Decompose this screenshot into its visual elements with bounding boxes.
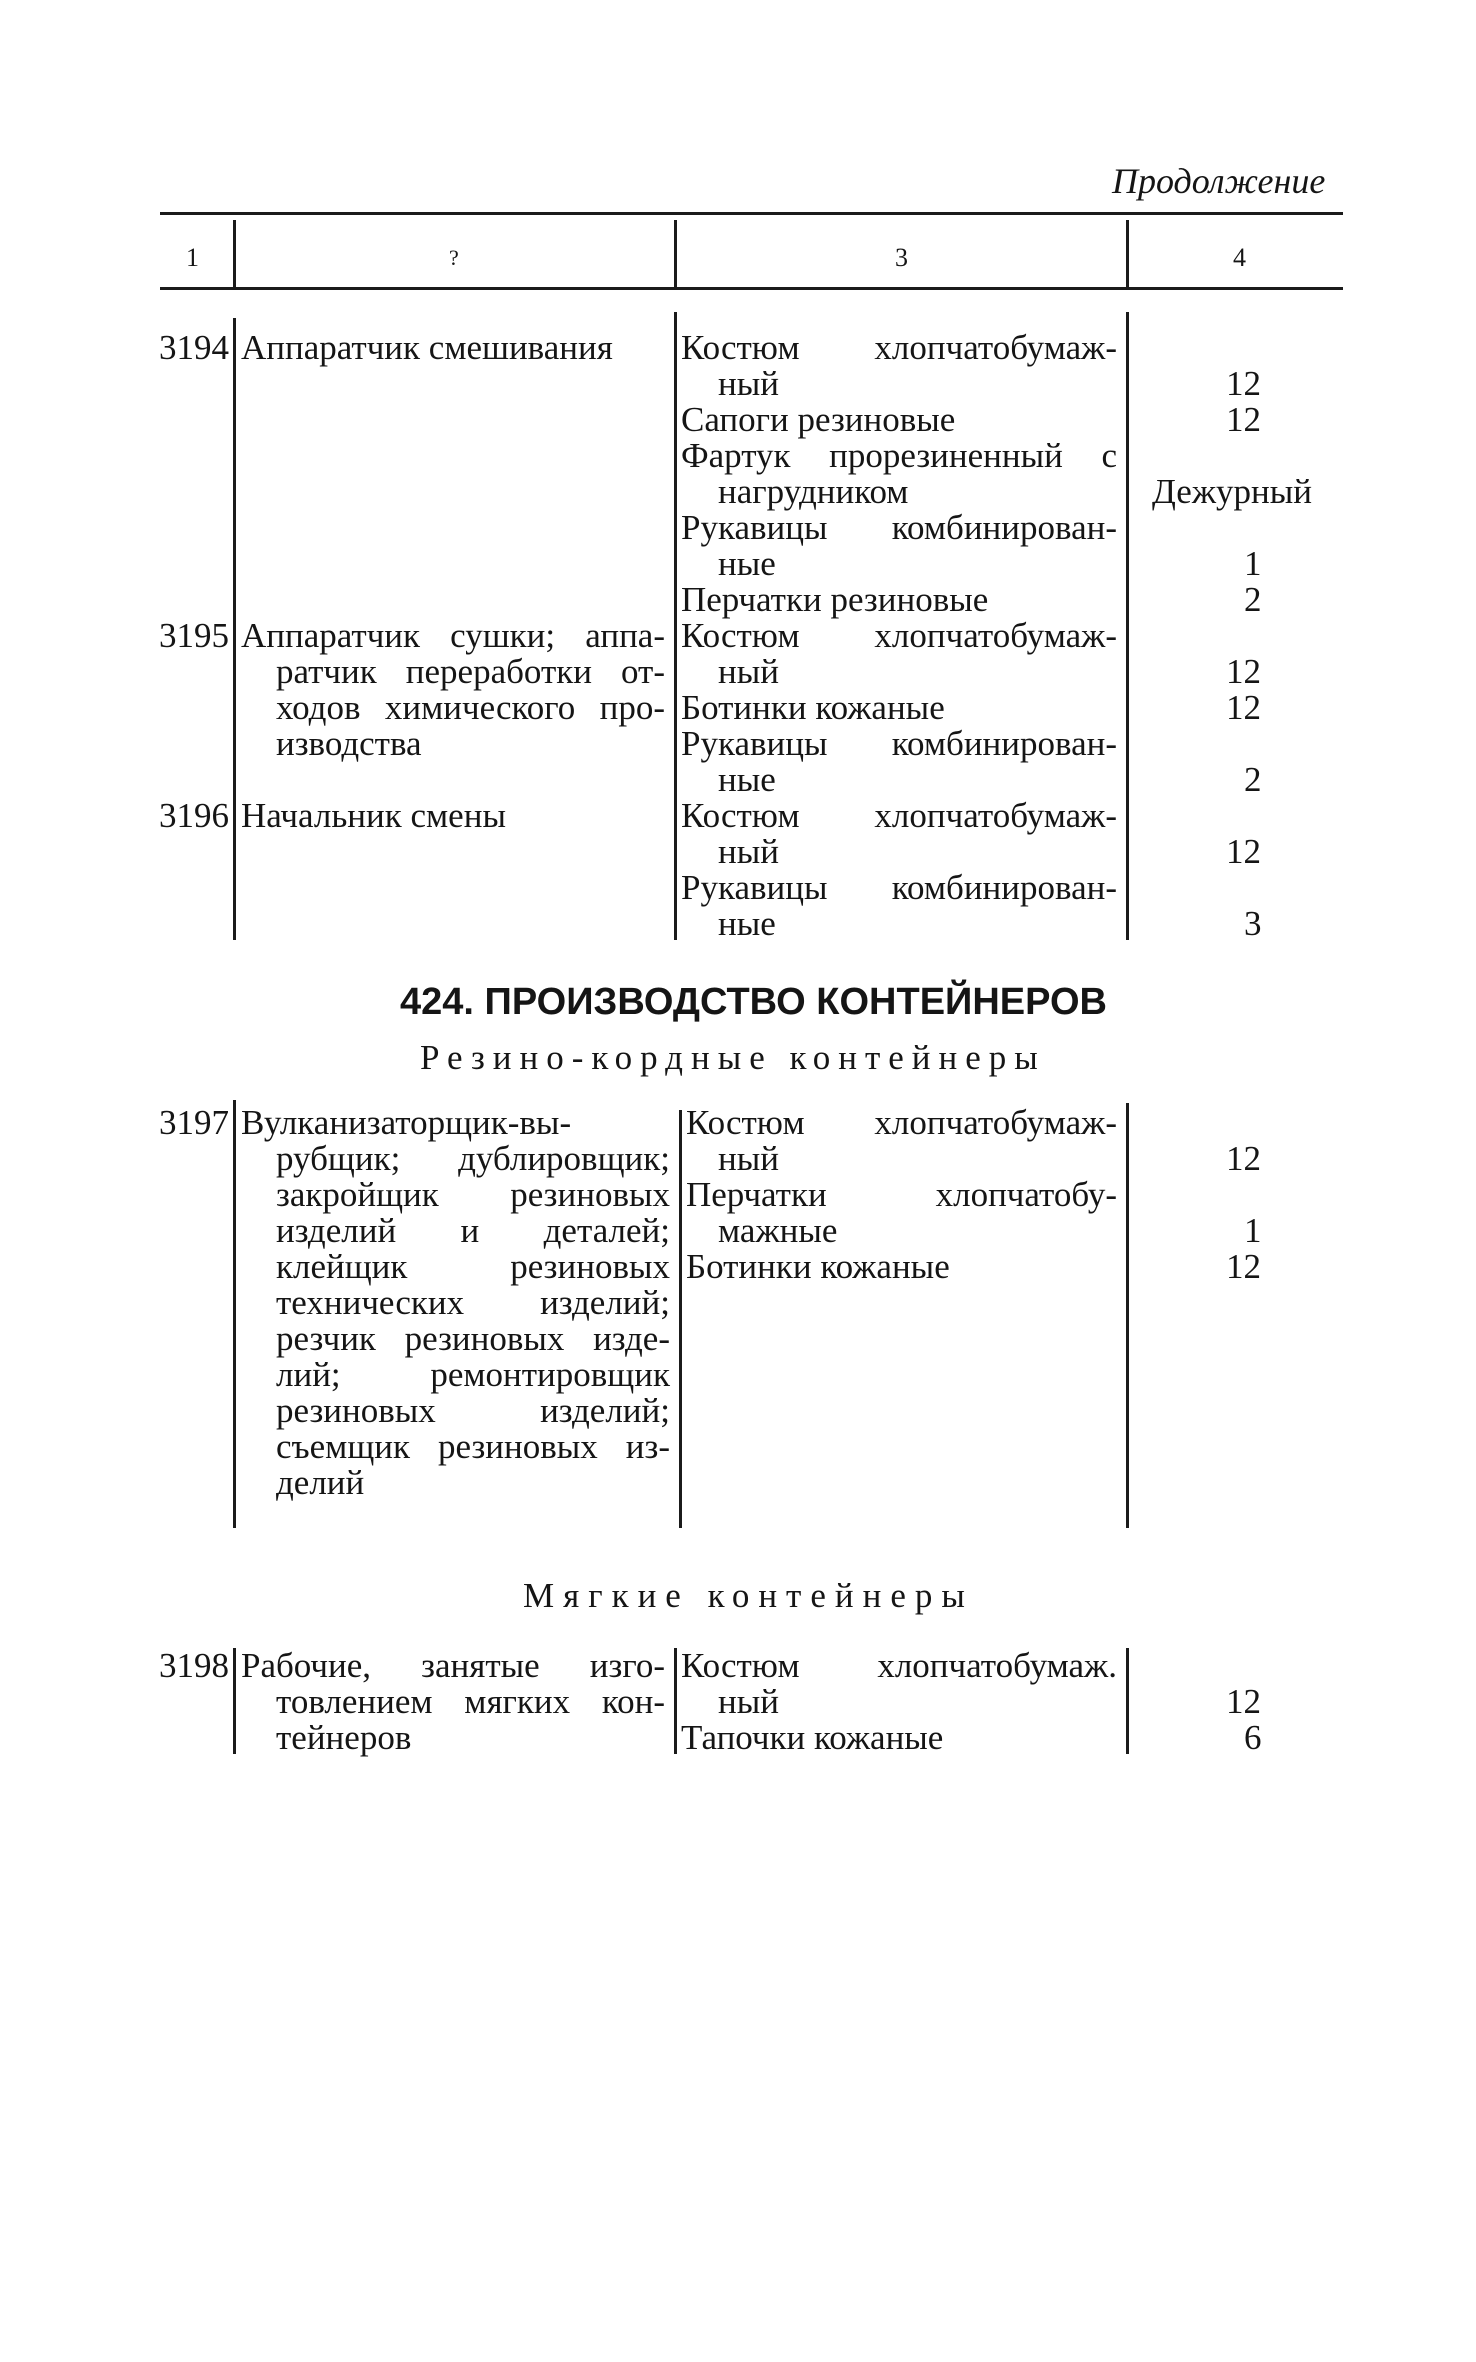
row-code: 3198 <box>159 1646 229 1685</box>
item-quantity: 12 <box>1226 832 1261 871</box>
table1-divider-3 <box>1126 312 1129 940</box>
item-line: Тапочки кожаные <box>681 1718 944 1757</box>
item-line: Костюм хлопчатобумаж- <box>686 1103 1117 1142</box>
table3-divider-2 <box>674 1648 677 1754</box>
profession-line: Аппаратчик смешивания <box>241 328 613 367</box>
item-line: ный <box>718 1682 779 1721</box>
table-top-rule <box>160 212 1343 215</box>
header-bottom-rule <box>160 287 1300 290</box>
profession-line: резчик резиновых изде- <box>276 1319 670 1358</box>
profession-line: ходов химического про- <box>276 688 665 727</box>
item-line: Рукавицы комбинирован- <box>681 508 1117 547</box>
column-header-1: 1 <box>186 243 199 272</box>
item-line: ный <box>718 1139 779 1178</box>
table3-divider-3 <box>1126 1648 1129 1754</box>
item-line: Перчатки хлопчатобу- <box>686 1175 1117 1214</box>
table2-divider-1 <box>233 1100 236 1528</box>
item-quantity: 2 <box>1244 580 1262 619</box>
item-quantity: 12 <box>1226 652 1261 691</box>
item-quantity: 1 <box>1244 544 1262 583</box>
profession-line: Аппаратчик сушки; аппа- <box>241 616 665 655</box>
header-divider-1 <box>233 220 236 288</box>
item-quantity: 12 <box>1226 364 1261 403</box>
column-header-2: ? <box>449 245 459 270</box>
item-quantity: 1 <box>1244 1211 1262 1250</box>
item-quantity: 12 <box>1226 1139 1261 1178</box>
column-header-3: 3 <box>895 243 908 272</box>
profession-line: рубщик; дублировщик; <box>276 1139 670 1178</box>
profession-line: резиновых изделий; <box>276 1391 670 1430</box>
item-line: Рукавицы комбинирован- <box>681 868 1117 907</box>
item-line: Сапоги резиновые <box>681 400 956 439</box>
profession-line: технических изделий; <box>276 1283 670 1322</box>
profession-line: ратчик переработки от- <box>276 652 665 691</box>
item-quantity: 12 <box>1226 400 1261 439</box>
item-quantity: 6 <box>1244 1718 1262 1757</box>
item-line: ные <box>718 544 776 583</box>
item-quantity: Дежурный <box>1152 472 1312 511</box>
item-line: Ботинки кожаные <box>686 1247 950 1286</box>
item-line: мажные <box>718 1211 838 1250</box>
header-divider-2 <box>674 220 677 288</box>
profession-line: съемщик резиновых из- <box>276 1427 670 1466</box>
profession-line: изделий и деталей; <box>276 1211 670 1250</box>
row-code: 3197 <box>159 1103 229 1142</box>
profession-line: Вулканизаторщик-вы- <box>241 1103 572 1142</box>
profession-line: товлением мягких кон- <box>276 1682 665 1721</box>
item-line: Рукавицы комбинирован- <box>681 724 1117 763</box>
section-subtitle-soft: Мягкие контейнеры <box>523 1576 974 1615</box>
table1-divider-1 <box>233 318 236 940</box>
item-line: Костюм хлопчатобумаж. <box>681 1646 1117 1685</box>
profession-line: лий; ремонтировщик <box>276 1355 670 1394</box>
item-line: ный <box>718 652 779 691</box>
item-line: Костюм хлопчатобумаж- <box>681 796 1117 835</box>
profession-line: клейщик резиновых <box>276 1247 670 1286</box>
item-line: Костюм хлопчатобумаж- <box>681 616 1117 655</box>
table3-divider-1 <box>233 1648 236 1754</box>
row-code: 3196 <box>159 796 229 835</box>
table2-divider-3 <box>1126 1103 1129 1528</box>
item-line: ные <box>718 760 776 799</box>
item-quantity: 2 <box>1244 760 1262 799</box>
column-header-4: 4 <box>1233 243 1246 272</box>
item-line: нагрудником <box>718 472 909 511</box>
row-code: 3195 <box>159 616 229 655</box>
profession-line: тейнеров <box>276 1718 412 1757</box>
profession-line: делий <box>276 1463 365 1502</box>
item-quantity: 12 <box>1226 1247 1261 1286</box>
item-line: Перчатки резиновые <box>681 580 989 619</box>
profession-line: Рабочие, занятые изго- <box>241 1646 665 1685</box>
header-bottom-rule-tail <box>1293 287 1343 290</box>
section-subtitle-rubber-cord: Резино-кордные контейнеры <box>420 1038 1046 1077</box>
table1-divider-2 <box>674 312 677 940</box>
item-line: Фартук прорезиненный с <box>681 436 1117 475</box>
table2-divider-2 <box>679 1110 682 1528</box>
item-quantity: 3 <box>1244 904 1262 943</box>
section-title: 424. ПРОИЗВОДСТВО КОНТЕЙНЕРОВ <box>400 981 1107 1023</box>
item-line: ный <box>718 364 779 403</box>
header-divider-3 <box>1126 220 1129 288</box>
item-line: ный <box>718 832 779 871</box>
profession-line: изводства <box>276 724 422 763</box>
item-line: Ботинки кожаные <box>681 688 945 727</box>
profession-line: Начальник смены <box>241 796 506 835</box>
item-quantity: 12 <box>1226 1682 1261 1721</box>
continuation-label: Продолжение <box>1112 161 1326 201</box>
item-line: ные <box>718 904 776 943</box>
profession-line: закройщик резиновых <box>276 1175 670 1214</box>
item-quantity: 12 <box>1226 688 1261 727</box>
item-line: Костюм хлопчатобумаж- <box>681 328 1117 367</box>
row-code: 3194 <box>159 328 229 367</box>
